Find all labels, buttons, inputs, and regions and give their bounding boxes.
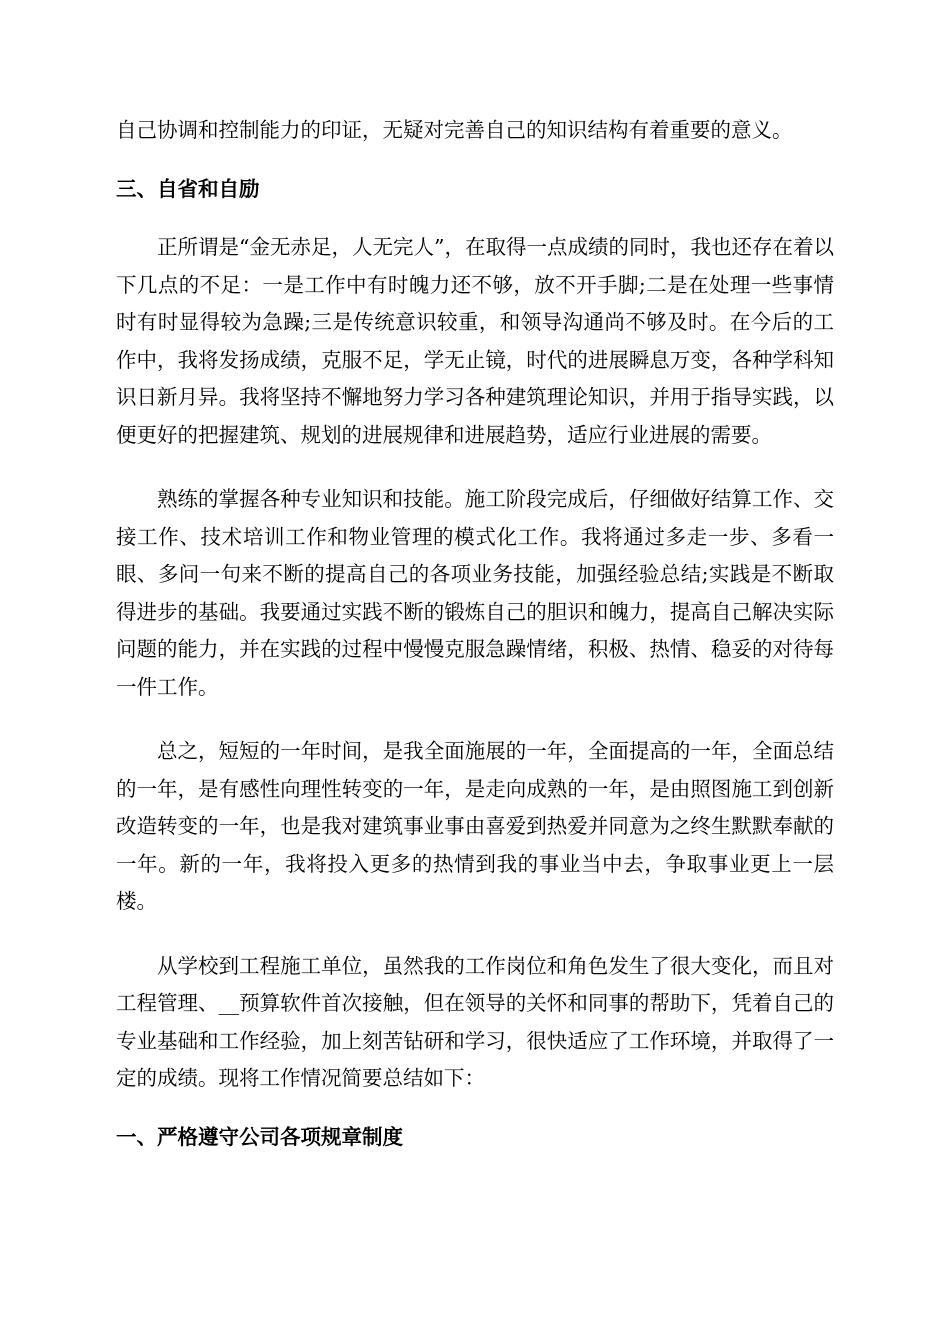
spacer xyxy=(116,921,834,948)
spacer xyxy=(116,706,834,733)
document-page xyxy=(116,112,834,1156)
paragraph-summary: 总之，短短的一年时间，是我全面施展的一年，全面提高的一年，全面总结的一年，是有感性向理性转变的一年，是走向成熟的一年，是由照图施工到创新改造转变的一年，也是我对建筑事业事由喜爱到热爱并同意为之终生默默奉献的一年。新的一年，我将投入更多的热情到我的事业当中去，争取事业更上一层楼。 xyxy=(116,739,834,913)
section-heading-self-reflection: 三、自省和自励 xyxy=(116,176,260,201)
paragraph-introduction: 从学校到工程施工单位，虽然我的工作岗位和角色发生了很大变化，而且对工程管理、__预算软件首次接触，但在领导的关怀和同事的帮助下，凭着自己的专业基础和工作经验，加上刻苦钻研和学习，很快适应了工作环境，并取得了一定的成绩。现将工作情况简要总结如下： xyxy=(116,953,834,1090)
paragraph-continuation: 自己协调和控制能力的印证，无疑对完善自己的知识结构有着重要的意义。 xyxy=(116,118,793,142)
paragraph-skills: 熟练的掌握各种专业知识和技能。施工阶段完成后，仔细做好结算工作、交接工作、技术培训工作和物业管理的模式化工作。我将通过多走一步、多看一眼、多问一句来不断的提高自己的各项业务技能，加强经验总结;实践是不断取得进步的基础。我要通过实践不断的锻炼自己的胆识和魄力，提高自己解决实际问题的能力，并在实践的过程中慢慢克服急躁情绪，积极、热情、稳妥的对待每一件工作。 xyxy=(116,487,834,699)
spacer xyxy=(116,150,834,171)
paragraph-shortcomings: 正所谓是“金无赤足，人无完人”，在取得一点成绩的同时，我也还存在着以下几点的不足：一是工作中有时魄力还不够，放不开手脚;二是在处理一些事情时有时显得较为急躁;三是传统意识较重，和领导沟通尚不够及时。在今后的工作中，我将发扬成绩，克服不足，学无止镜，时代的进展瞬息万变，各种学科知识日新月异。我将坚持不懈地努力学习各种建筑理论知识，并用于指导实践，以便更好的把握建筑、规划的进展规律和进展趋势，适应行业进展的需要。 xyxy=(116,235,834,447)
spacer xyxy=(116,1098,834,1119)
spacer xyxy=(116,454,834,481)
spacer xyxy=(116,208,834,229)
section-heading-regulations: 一、严格遵守公司各项规章制度 xyxy=(116,1124,403,1149)
